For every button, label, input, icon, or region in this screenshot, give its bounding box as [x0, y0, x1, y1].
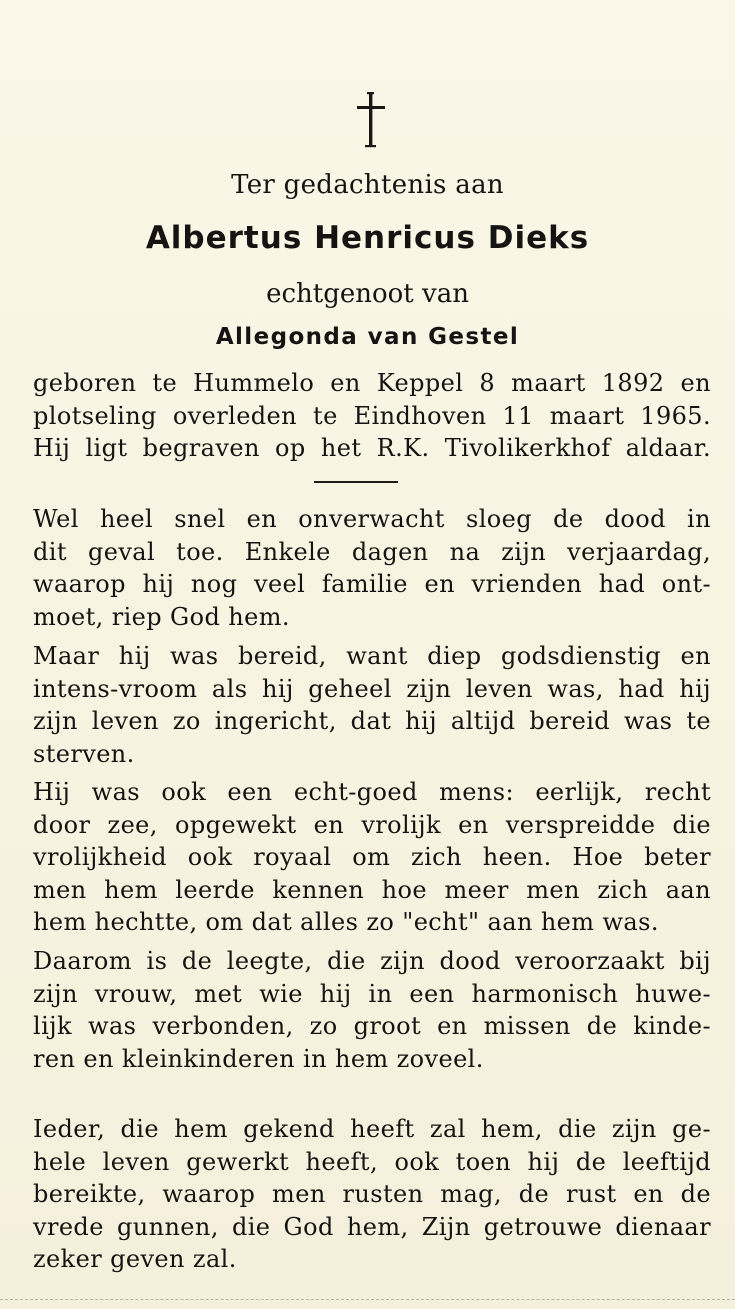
text-line: door zee, opgewekt en vrolijk en verspreidde die [33, 810, 711, 839]
text-line: zijn vrouw, met wie hij in een harmonisch huwe- [33, 979, 711, 1008]
text-line: sterven. [33, 739, 135, 768]
spouse-label: echtgenoot van [266, 279, 469, 309]
paragraph-4 [33, 945, 711, 1075]
text-line: zijn leven zo ingericht, dat hij altijd bereid was te [33, 707, 711, 736]
text-line: ren en kleinkinderen in hem zoveel. [33, 1044, 484, 1073]
text-line: intens-vroom als hij geheel zijn leven was, had hij [33, 674, 711, 703]
text-line: dit geval toe. Enkele dagen na zijn verjaardag, [33, 537, 711, 566]
text-line: Daarom is de leegte, die zijn dood veroorzaakt bij [33, 947, 711, 975]
text-line: vrede gunnen, die God hem, Zijn getrouwe dienaar [33, 1212, 711, 1241]
deceased-name: Albertus Henricus Dieks [145, 220, 590, 256]
dates-line: geboren te Hummelo en Keppel 8 maart 1892 en [33, 369, 711, 397]
text-line: moet, riep God hem. [33, 602, 290, 631]
text-line: bereikte, waarop men rusten mag, de rust en de [33, 1180, 711, 1209]
cross-icon [351, 90, 391, 150]
text-line: Maar hij was bereid, want diep godsdienstig en [33, 642, 711, 670]
text-line: hele leven gewerkt heeft, ook toen hij de leeftijd [33, 1147, 711, 1176]
text-line: Ieder, die hem gekend heeft zal hem, die zijn ge- [33, 1115, 711, 1143]
dates-block [33, 367, 711, 465]
text-line: vrolijkheid ook royaal om zich heen. Hoe beter [33, 843, 711, 872]
dates-line: plotseling overleden te Eindhoven 11 maart 1965. [33, 401, 711, 430]
intro-line: Ter gedachtenis aan [231, 170, 504, 200]
spouse-name: Allegonda van Gestel [215, 324, 520, 350]
text-line: lijk was verbonden, zo groot en missen de kinde- [33, 1012, 711, 1041]
text-line: zeker geven zal. [33, 1245, 237, 1274]
paragraph-5 [33, 1113, 711, 1276]
paragraph-2 [33, 640, 711, 770]
text-line: men hem leerde kennen hoe meer men zich aan [33, 875, 711, 904]
text-line: Hij was ook een echt-goed mens: eerlijk, recht [33, 778, 711, 806]
text-line: hem hechtte, om dat alles zo "echt" aan hem was. [33, 908, 659, 937]
text-line: waarop hij nog veel familie en vrienden had ont- [33, 570, 711, 599]
paragraph-3 [33, 776, 711, 939]
text-line: Wel heel snel en onverwacht sloeg de dood in [33, 505, 711, 533]
paragraph-1 [33, 503, 711, 633]
divider [314, 481, 398, 483]
dates-line: Hij ligt begraven op het R.K. Tivolikerkhof aldaar. [33, 434, 711, 463]
card-edge [0, 1299, 735, 1300]
